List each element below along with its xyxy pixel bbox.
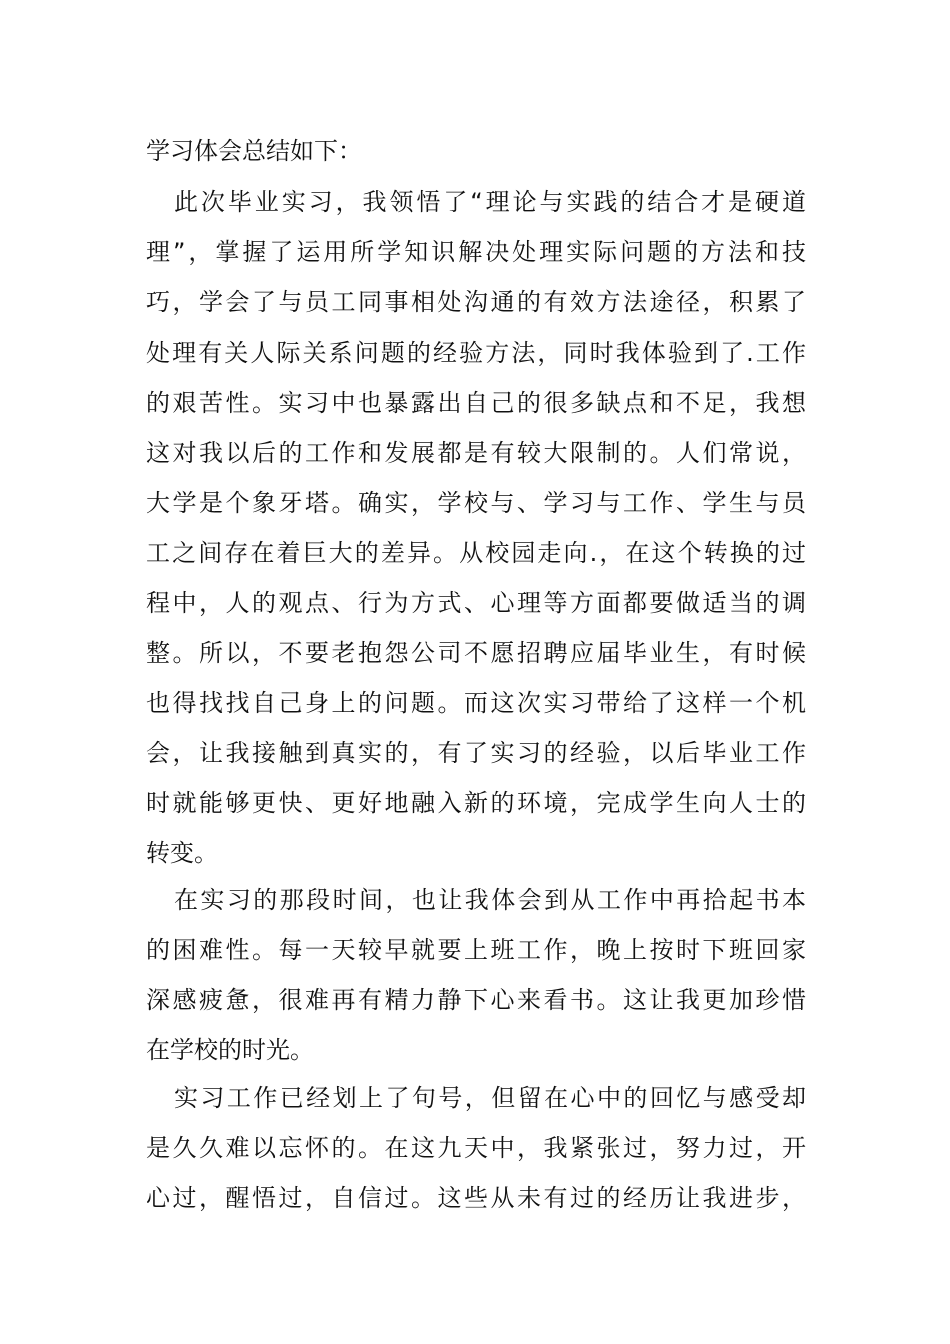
text-line: 的艰苦性。实习中也暴露出自己的很多缺点和不足，我想 xyxy=(146,389,806,417)
text-line: 处理有关人际关系问题的经验方法，同时我体验到了.工作 xyxy=(146,339,806,367)
text-line: 转变。 xyxy=(146,839,218,867)
text-line: 学习体会总结如下： xyxy=(146,137,362,165)
text-line: 整。所以，不要老抱怨公司不愿招聘应届毕业生，有时候 xyxy=(146,639,806,667)
text-line: 也得找找自己身上的问题。而这次实习带给了这样一个机 xyxy=(146,689,806,717)
text-line: 在学校的时光。 xyxy=(146,1036,314,1064)
text-line: 巧，学会了与员工同事相处沟通的有效方法途径，积累了 xyxy=(146,288,806,316)
paragraph-start-line: 在实习的那段时间，也让我体会到从工作中再拾起书本 xyxy=(174,886,806,914)
text-line: 深感疲惫，很难再有精力静下心来看书。这让我更加珍惜 xyxy=(146,986,806,1014)
paragraph-start-line: 此次毕业实习，我领悟了“理论与实践的结合才是硬道 xyxy=(174,188,806,216)
text-line: 时就能够更快、更好地融入新的环境，完成学生向人士的 xyxy=(146,789,806,817)
text-line: 大学是个象牙塔。确实，学校与、学习与工作、学生与员 xyxy=(146,489,806,517)
text-line: 程中，人的观点、行为方式、心理等方面都要做适当的调 xyxy=(146,589,806,617)
text-line: 的困难性。每一天较早就要上班工作，晚上按时下班回家 xyxy=(146,936,806,964)
text-line: 理”，掌握了运用所学知识解决处理实际问题的方法和技 xyxy=(146,238,806,266)
paragraph-start-line: 实习工作已经划上了句号，但留在心中的回忆与感受却 xyxy=(174,1084,806,1112)
text-line: 心过，醒悟过，自信过。这些从未有过的经历让我进步， xyxy=(146,1184,806,1212)
text-line: 工之间存在着巨大的差异。从校园走向.，在这个转换的过 xyxy=(146,539,806,567)
text-line: 会，让我接触到真实的，有了实习的经验，以后毕业工作 xyxy=(146,739,806,767)
text-line: 这对我以后的工作和发展都是有较大限制的。人们常说， xyxy=(146,439,806,467)
text-line: 是久久难以忘怀的。在这九天中，我紧张过，努力过，开 xyxy=(146,1134,806,1162)
